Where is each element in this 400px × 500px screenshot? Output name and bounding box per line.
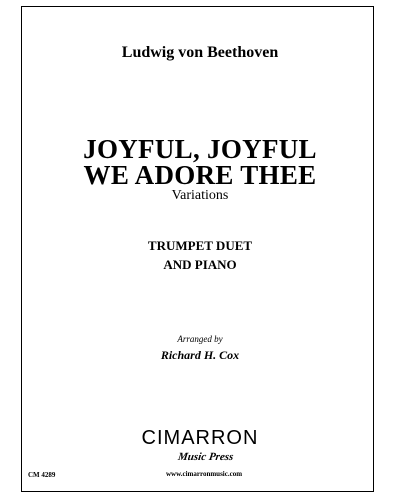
title-line-2: WE ADORE THEE: [83, 160, 317, 190]
subtitle: Variations: [171, 188, 229, 203]
publisher-logo-name: CIMARRON: [141, 427, 259, 449]
composer-name: Ludwig von Beethoven: [121, 44, 279, 61]
catalog-number: CM 4289: [28, 471, 56, 479]
publisher-logo-subtitle: Music Press: [177, 451, 235, 463]
instrumentation-line-1: TRUMPET DUET: [147, 238, 253, 253]
title-line-1: JOYFUL, JOYFUL: [83, 134, 317, 164]
arranged-by-label: Arranged by: [177, 334, 223, 344]
arranger-name: Richard H. Cox: [160, 348, 240, 362]
instrumentation-line-2: AND PIANO: [163, 257, 237, 272]
publisher-website: www.cimarronmusic.com: [165, 470, 243, 478]
